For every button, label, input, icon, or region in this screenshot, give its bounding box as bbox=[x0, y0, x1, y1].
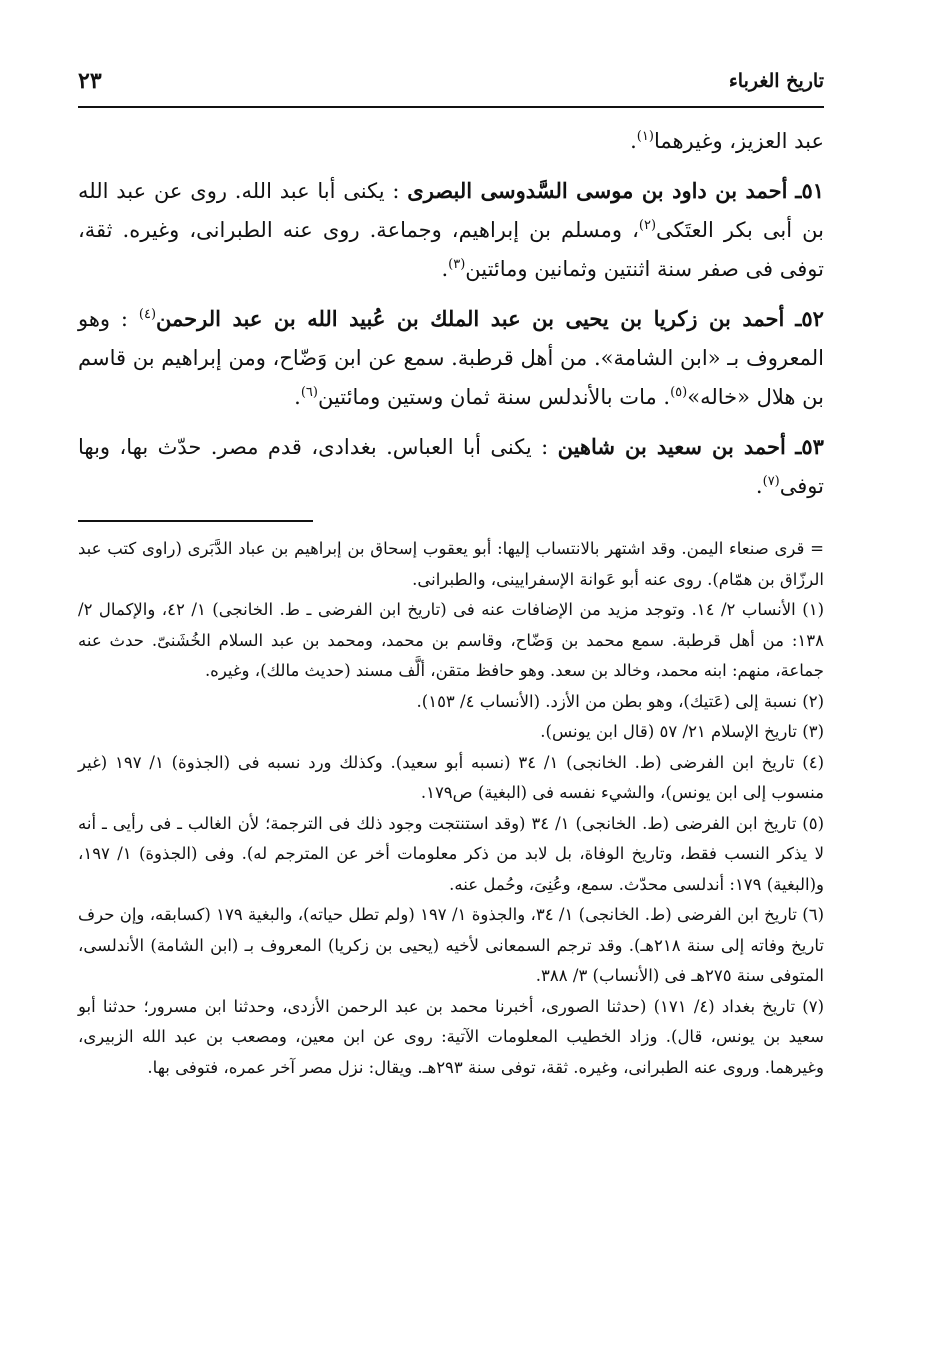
footnote-separator bbox=[78, 520, 313, 522]
continuation-paragraph: عبد العزيز، وغيرهما$^{(١)}$. bbox=[630, 129, 824, 153]
footnote-continued: = قرى صنعاء اليمن. وقد اشتهر بالانتساب إليها: أبو يعقوب إسحاق بن إبراهيم بن عباد الدَّبَرى (راوى كتب عبد الرزّاق بن همّام). روى عنه أبو عَوانة الإسفرايينى، والطبرانى. bbox=[78, 539, 824, 589]
entry-53: ٥٣ـ أحمد بن سعيد بن شاهين : يكنى أبا العباس. بغدادى، قدم مصر. حدّث بها، وبها توفى$^{(٧)}$. bbox=[78, 434, 824, 498]
entry-number: ٥٣ـ bbox=[795, 434, 824, 459]
page-number: ٢٣ bbox=[78, 68, 102, 94]
main-text bbox=[78, 122, 824, 506]
footnotes bbox=[78, 534, 824, 1083]
footnote-3: (٣) تاريخ الإسلام ٢١/ ٥٧ (قال ابن يونس). bbox=[540, 722, 824, 741]
entry-52: ٥٢ـ أحمد بن زكريا بن يحيى بن عبد الملك بن عُبيد الله بن عبد الرحمن$^{(٤)}$ : وهو المعروف بـ «ابن الشامة». من أهل قرطبة. سمع عن ابن وَضّاح، ومن إبراهيم بن قاسم بن هلال «خاله»$^{(٥)}$. مات بالأندلس سنة ثمان وستين ومائتين$^{(٦)}$. bbox=[78, 306, 824, 409]
entry-number: ٥١ـ bbox=[795, 178, 824, 203]
footnote-ref: (٣) bbox=[448, 257, 466, 272]
entry-name: أحمد بن زكريا بن يحيى بن عبد الملك بن عُبيد الله بن عبد الرحمن bbox=[156, 306, 785, 331]
entry-number: ٥٢ـ bbox=[795, 306, 824, 331]
entry-51: ٥١ـ أحمد بن داود بن موسى السَّدوسى البصرى : يكنى أبا عبد الله. روى عن عبد الله بن أبى بكر العتَكى$^{(٢)}$، ومسلم بن إبراهيم، وجماعة. روى عنه الطبرانى، وغيره. ثقة، توفى فى صفر سنة اثنتين وثمانين ومائتين$^{(٣)}$. bbox=[78, 178, 824, 281]
page-header bbox=[78, 62, 824, 108]
footnote-ref: (٧) bbox=[762, 474, 780, 489]
footnote-ref: (١) bbox=[636, 129, 654, 144]
running-title: تاريخ الغرباء bbox=[728, 70, 824, 92]
footnote-4: (٤) تاريخ ابن الفرضى (ط. الخانجى) ١/ ٣٤ (نسبه أبو سعيد). وكذلك ورد نسبه فى (الجذوة) ١/ ١٩٧ (غير منسوب إلى ابن يونس)، والشيء نفسه فى (البغية) ص١٧٩. bbox=[78, 752, 824, 802]
footnote-ref: (٦) bbox=[300, 385, 318, 400]
entry-name: أحمد بن سعيد بن شاهين bbox=[557, 434, 786, 459]
entry-name: أحمد بن داود بن موسى السَّدوسى البصرى bbox=[407, 178, 788, 203]
footnote-separator-wrap bbox=[78, 520, 824, 522]
footnote-2: (٢) نسبة إلى (عَتيك)، وهو بطن من الأزد. (الأنساب ٤/ ١٥٣). bbox=[416, 691, 824, 711]
footnote-ref: (٥) bbox=[670, 385, 688, 400]
footnote-7: (٧) تاريخ بغداد (٤/ ١٧١) (حدثنا الصورى، أخبرنا محمد بن عبد الرحمن الأزدى، وحدثنا ابن مسرور؛ حدثنا أبو سعيد بن يونس، قال). وزاد الخطيب المعلومات الآتية: روى عن ابن معين، ومصعب بن عبد الله الزبيرى، وغيرهما. وروى عنه الطبرانى، وغيره. ثقة، توفى سنة ٢٩٣هـ. ويقال: نزل مصر آخر عمره، فتوفى بها. bbox=[78, 996, 825, 1077]
footnote-ref: (٤) bbox=[138, 307, 157, 322]
footnote-5: (٥) تاريخ ابن الفرضى (ط. الخانجى) ١/ ٣٤ (وقد استنتجت وجود ذلك فى الترجمة؛ لأن الغالب ـ فى رأيى ـ أنه لا يذكر النسب فقط، وتاريخ الوفاة، بل لابد من ذكر معلومات أخر عن المترجم له). وفى (الجذوة) ١/ ١٩٧، و(البغية) ١٧٩: أندلسى محدّث. سمع، وعُنِىَ، وحُمل عنه. bbox=[78, 813, 824, 894]
footnote-ref: (٢) bbox=[638, 218, 657, 233]
footnote-6: (٦) تاريخ ابن الفرضى (ط. الخانجى) ١/ ٣٤، والجذوة ١/ ١٩٧ (ولم تطل حياته)، والبغية ١٧٩ (كسابقه، وإن حرف تاريخ وفاته إلى سنة ٢١٨هـ). وقد ترجم السمعانى لأخيه (يحيى بن زكريا) المعروف بـ (ابن الشامة) الأندلسى، المتوفى سنة ٢٧٥هـ فى (الأنساب) ٣/ ٣٨٨. bbox=[78, 905, 825, 985]
book-page bbox=[78, 62, 824, 1083]
footnote-1: (١) الأنساب ٢/ ١٤. وتوجد مزيد من الإضافات عنه فى (تاريخ ابن الفرضى ـ ط. الخانجى) ١/ ٤٢، والإكمال ٢/ ١٣٨: من أهل قرطبة. سمع محمد بن وَضّاح، وقاسم بن محمد، ومحمد بن عبد السلام الخُشَنىّ. حدث عنه جماعة، منهم: ابنه محمد، وخالد بن سعد. وهو حافظ متقن، ألَّف مسند (حديث مالك)، وغيره. bbox=[78, 600, 825, 680]
